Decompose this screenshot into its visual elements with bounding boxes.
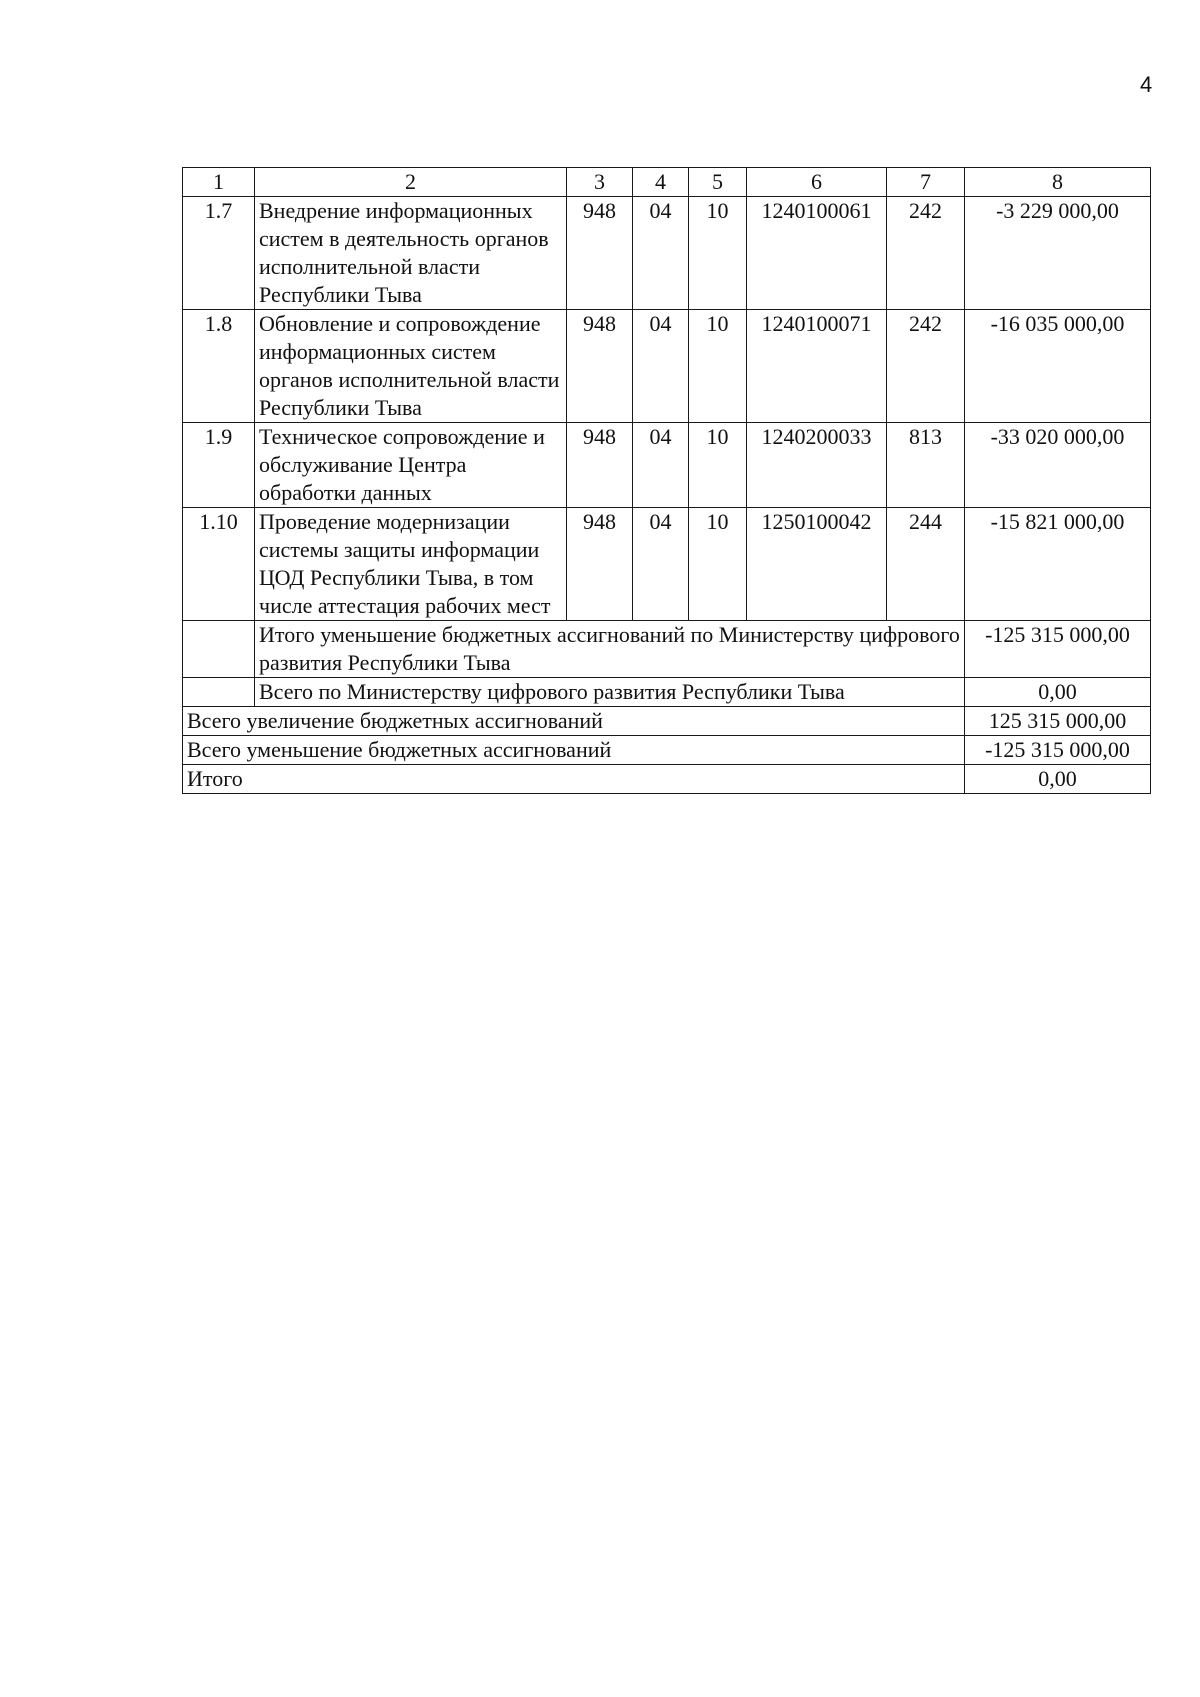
table-row	[183, 508, 1151, 621]
ministry-total-amount: 0,00	[965, 678, 1151, 707]
column-header: 4	[633, 168, 689, 197]
subtotal-decrease-row	[183, 621, 1151, 678]
cell-col3: 948	[567, 197, 633, 310]
cell-col4: 04	[633, 423, 689, 508]
empty-cell	[183, 678, 255, 707]
subtotal-decrease-amount: -125 315 000,00	[965, 621, 1151, 678]
cell-col4: 04	[633, 508, 689, 621]
cell-col7: 244	[887, 508, 965, 621]
total-decrease-amount: -125 315 000,00	[965, 736, 1151, 765]
row-number: 1.9	[183, 423, 255, 508]
cell-col3: 948	[567, 310, 633, 423]
cell-col3: 948	[567, 423, 633, 508]
column-header: 3	[567, 168, 633, 197]
row-number: 1.10	[183, 508, 255, 621]
table-row	[183, 423, 1151, 508]
column-header: 1	[183, 168, 255, 197]
total-decrease-row	[183, 736, 1151, 765]
column-header: 6	[747, 168, 887, 197]
total-decrease-label: Всего уменьшение бюджетных ассигнований	[183, 736, 965, 765]
page-number: 4	[1140, 72, 1153, 97]
grand-total-label: Итого	[183, 765, 965, 794]
column-number-row	[183, 168, 1151, 197]
cell-col6: 1240100061	[747, 197, 887, 310]
row-description: Обновление и сопровождение информационных систем органов исполнительной власти Республики Тыва	[255, 310, 567, 423]
ministry-total-label: Всего по Министерству цифрового развития Республики Тыва	[255, 678, 965, 707]
cell-col5: 10	[689, 310, 747, 423]
budget-allocation-table	[182, 167, 1151, 794]
row-description: Техническое сопровождение и обслуживание Центра обработки данных	[255, 423, 567, 508]
cell-col7: 242	[887, 310, 965, 423]
grand-total-row	[183, 765, 1151, 794]
subtotal-decrease-label: Итого уменьшение бюджетных ассигнований по Министерству цифрового развития Республики Тыва	[255, 621, 965, 678]
grand-total-amount: 0,00	[965, 765, 1151, 794]
row-description: Проведение модернизации системы защиты информации ЦОД Республики Тыва, в том числе аттестация рабочих мест	[255, 508, 567, 621]
cell-col4: 04	[633, 197, 689, 310]
cell-col5: 10	[689, 197, 747, 310]
table-row	[183, 310, 1151, 423]
cell-col3: 948	[567, 508, 633, 621]
cell-col5: 10	[689, 508, 747, 621]
row-amount: -33 020 000,00	[965, 423, 1151, 508]
total-increase-amount: 125 315 000,00	[965, 707, 1151, 736]
row-amount: -15 821 000,00	[965, 508, 1151, 621]
row-amount: -3 229 000,00	[965, 197, 1151, 310]
total-increase-row	[183, 707, 1151, 736]
cell-col6: 1240200033	[747, 423, 887, 508]
row-number: 1.8	[183, 310, 255, 423]
row-number: 1.7	[183, 197, 255, 310]
ministry-total-row	[183, 678, 1151, 707]
column-header: 8	[965, 168, 1151, 197]
empty-cell	[183, 621, 255, 678]
column-header: 2	[255, 168, 567, 197]
cell-col4: 04	[633, 310, 689, 423]
total-increase-label: Всего увеличение бюджетных ассигнований	[183, 707, 965, 736]
cell-col7: 242	[887, 197, 965, 310]
cell-col6: 1250100042	[747, 508, 887, 621]
row-amount: -16 035 000,00	[965, 310, 1151, 423]
row-description: Внедрение информационных систем в деятельность органов исполнительной власти Республики Тыва	[255, 197, 567, 310]
column-header: 5	[689, 168, 747, 197]
cell-col5: 10	[689, 423, 747, 508]
cell-col7: 813	[887, 423, 965, 508]
cell-col6: 1240100071	[747, 310, 887, 423]
table-row	[183, 197, 1151, 310]
column-header: 7	[887, 168, 965, 197]
